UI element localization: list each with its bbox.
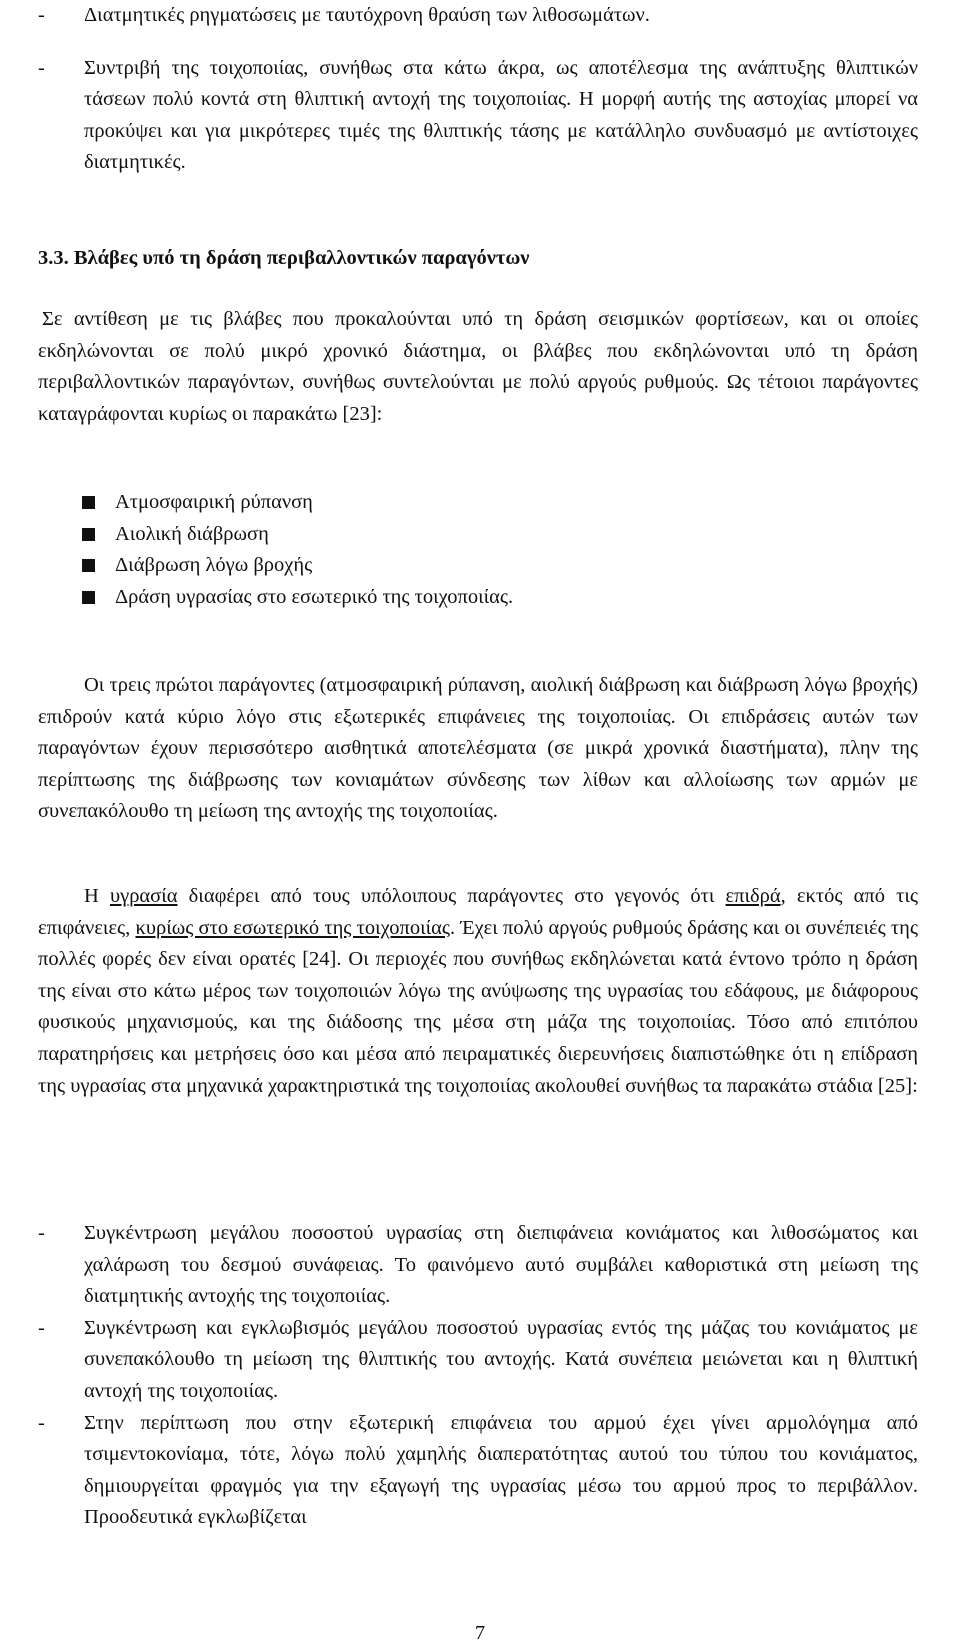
list-item [38, 53, 918, 179]
list-item [38, 550, 918, 582]
underlined-term: επιδρά [725, 885, 781, 907]
paragraph-3-text: . Έχει πολύ αργούς ρυθμούς δράσης και οι συνέπειές της πολλές φορές δεν είναι ορατές [24]. Οι περιοχές που συνήθως εκδηλώνεται κατά έντονο τρόπο η δράση της είναι στο κάτω μέρος των τοιχοποιιών λόγω της ανύψωσης της υγρασίας του εδάφους, με διάφορους φυσικούς μηχανισμούς, και της διάδοσης της μέσα στη μάζα της τοιχοποιίας. Τόσο από επιτόπου παρατηρήσεις και μετρήσεις όσο και μέσα από πειραματικές διερευνήσεις διαπιστώθηκε ότι η επίδραση της υγρασίας στα μηχανικά χαρακτηριστικά της τοιχοποιίας ακολουθεί συνήθως τα παρακάτω στάδια [25]: [38, 916, 918, 1097]
list-marker: - [38, 1222, 45, 1244]
factor-text: Διάβρωση λόγω βροχής [115, 554, 313, 577]
paragraph-2: Οι τρεις πρώτοι παράγοντες (ατμοσφαιρική ρύπανση, αιολική διάβρωση και διάβρωση λόγω βροχής) επιδρούν κατά κύριο λόγο στις εξωτερικές επιφάνειες της τοιχοποιίας. Οι επιδράσεις αυτών των παραγόντων έχουν περισσότερο αισθητικά αποτελέσματα (σε μικρά χρονικά διαστήματα), πλην της περίπτωσης της διάβρωσης των κονιαμάτων σύνδεσης των λίθων και αλλοίωσης των αρμών με συνεπακόλουθο τη μείωση της αντοχής της τοιχοποιίας. [38, 674, 918, 823]
intro-paragraph: Σε αντίθεση με τις βλάβες που προκαλούνται υπό τη δράση σεισμικών φορτίσεων, και οι οποίες εκδηλώνονται σε πολύ μικρό χρονικό διάστημα, οι βλάβες που εκδηλώνονται υπό τη δράση περιβαλλοντικών παραγόντων, συνήθως συντελούνται με πολύ αργούς ρυθμούς. Ως τέτοιοι παράγοντες καταγράφονται κυρίως οι παρακάτω [23]: [38, 308, 918, 425]
paragraph-3-text: Η [84, 885, 110, 907]
paragraph-3 [38, 881, 918, 1102]
underlined-term: υγρασία [109, 885, 178, 907]
factor-text: Ατμοσφαιρική ρύπανση [115, 491, 313, 513]
list-item [38, 1313, 918, 1408]
factors-list [38, 487, 918, 613]
list-item-text: Συγκέντρωση και εγκλωβισμός μεγάλου ποσοστού υγρασίας εντός της μάζας του κονιάματος με συνεπακόλουθο τη μείωση της θλιπτικής του αντοχής. Κατά συνέπεια μειώνεται και η θλιπτική αντοχή της τοιχοποιίας. [84, 1316, 918, 1402]
list-item-text: Συντριβή της τοιχοποιίας, συνήθως στα κάτω άκρα, ως αποτέλεσμα της ανάπτυξης θλιπτικών τάσεων πολύ κοντά στη θλιπτική αντοχή της τοιχοποιίας. Η μορφή αυτής της αστοχίας μπορεί να προκύψει και για μικρότερες τιμές της θλιπτικής τάσης με κατάλληλο συνδυασμό με αντίστοιχες διατμητικές. [84, 56, 918, 174]
list-item [38, 519, 918, 551]
list-marker: - [38, 4, 45, 26]
document-page [38, 0, 918, 1644]
factor-text: Αιολική διάβρωση [115, 522, 269, 545]
paragraph-3-text: , εκτός από τις επιφάνειες, [38, 885, 919, 939]
square-bullet-icon [82, 496, 95, 509]
square-bullet-icon [82, 591, 95, 604]
square-bullet-icon [82, 559, 95, 572]
square-bullet-icon [82, 528, 95, 541]
list-item-text: Διατμητικές ρηγματώσεις με ταυτόχρονη θραύση των λιθοσωμάτων. [84, 4, 650, 26]
list-item-text: Συγκέντρωση μεγάλου ποσοστού υγρασίας στη διεπιφάνεια κονιάματος και λιθοσώματος και χαλάρωση του δεσμού συνάφειας. Το φαινόμενο αυτό συμβάλει καθοριστικά στη μείωση της διατμητικής αντοχής της τοιχοποιίας. [84, 1222, 918, 1308]
page-number: 7 [474, 1622, 486, 1644]
underlined-term: κυρίως στο εσωτερικό της τοιχοποιίας [135, 916, 451, 939]
list-marker: - [38, 56, 45, 79]
list-marker: - [38, 1411, 45, 1434]
factor-text: Δράση υγρασίας στο εσωτερικό της τοιχοποιίας. [115, 585, 514, 608]
list-item [38, 1218, 918, 1313]
list-item [38, 1408, 918, 1534]
stages-list [38, 1218, 918, 1534]
section-heading: 3.3. Βλάβες υπό τη δράση περιβαλλοντικών παραγόντων [38, 247, 530, 269]
top-list [38, 0, 918, 179]
paragraph-3-text: διαφέρει από τους υπόλοιπους παράγοντες στο γεγονός ότι [177, 885, 726, 907]
list-marker: - [38, 1316, 45, 1339]
list-item [38, 582, 918, 614]
list-item-text: Στην περίπτωση που στην εξωτερική επιφάνεια του αρμού έχει γίνει αρμολόγημα από τσιμεντοκονίαμα, τότε, λόγω πολύ χαμηλής διαπερατότητας αυτού του τύπου του κονιάματος, δημιουργείται φραγμός για την εξαγωγή της υγρασίας μέσω του αρμού προς το περιβάλλον. Προοδευτικά εγκλωβίζεται [84, 1411, 918, 1529]
list-item [38, 487, 918, 519]
list-item [38, 0, 918, 32]
